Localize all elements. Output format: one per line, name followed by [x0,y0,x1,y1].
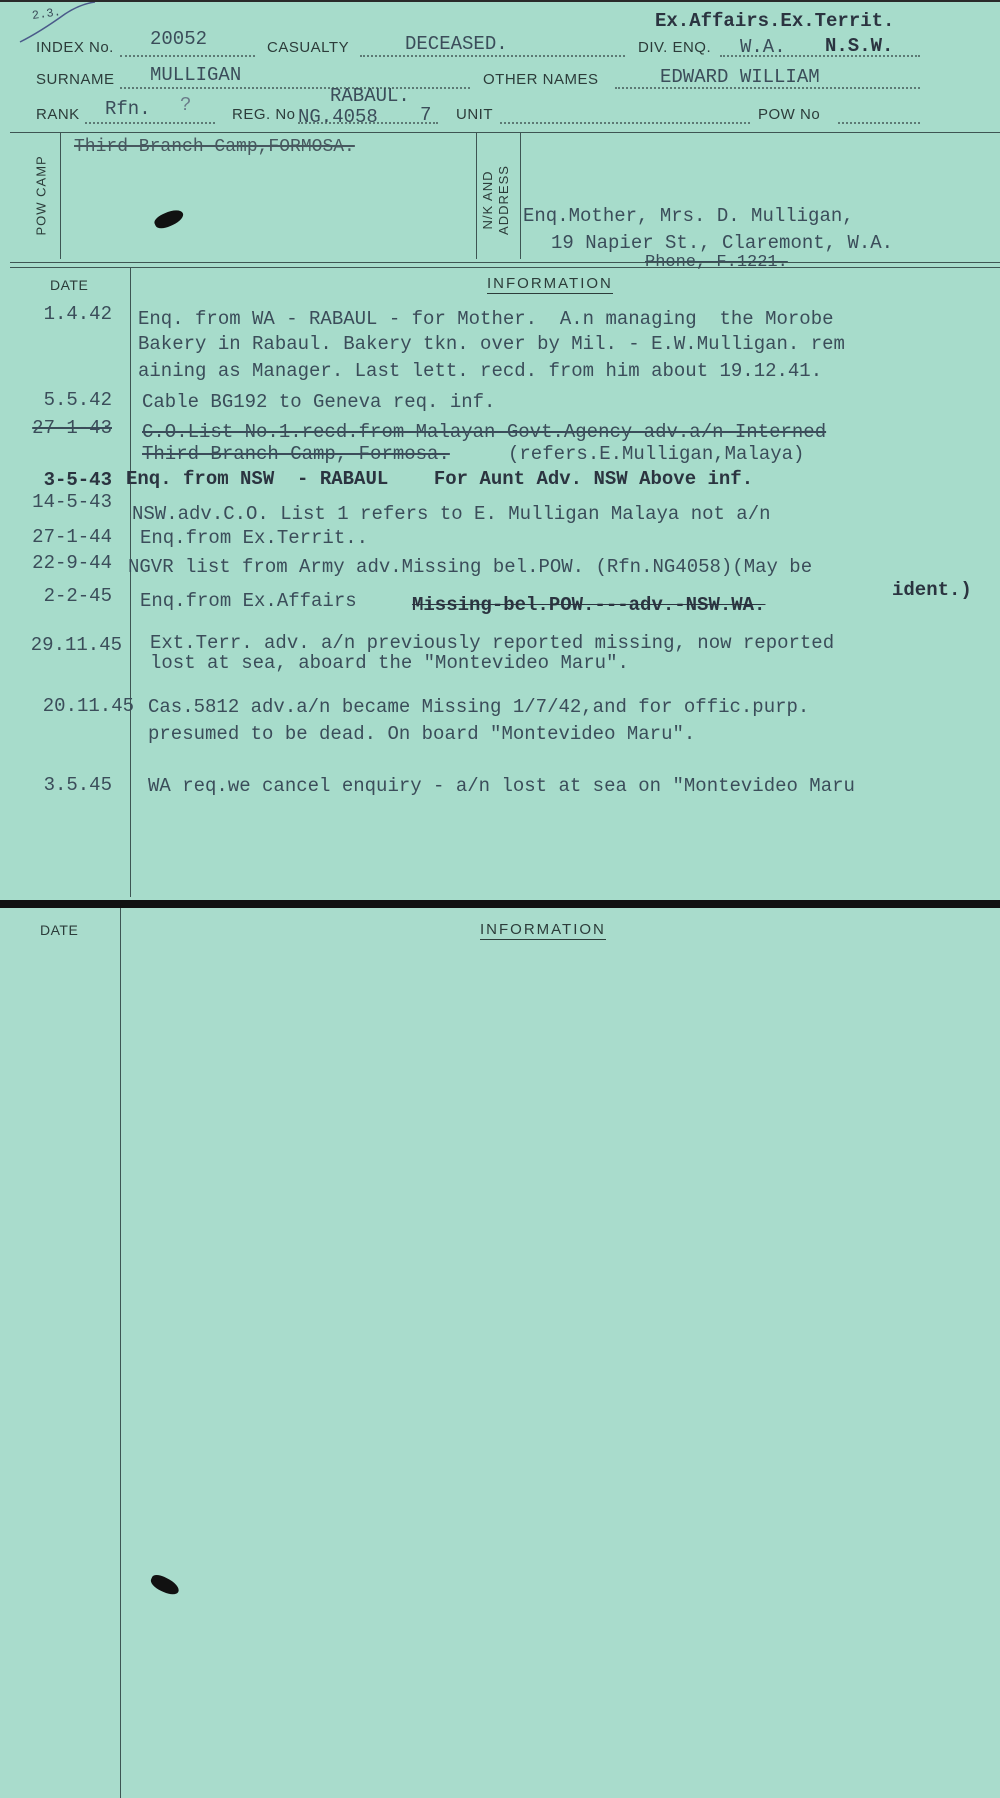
index-card-back [0,908,1000,1798]
nk-line-1: Enq.Mother, Mrs. D. Mulligan, [523,205,854,227]
entry-line: aining as Manager. Last lett. recd. from him about 19.12.41. [138,360,823,382]
pow-box-divider-left [60,132,61,259]
entry-line: Enq. from WA - RABAUL - for Mother. A.n managing the Morobe [138,308,834,330]
information-header: INFORMATION [487,275,613,292]
ink-blot-back [148,1572,181,1597]
date-header: DATE [50,277,89,293]
nk-line-2: 19 Napier St., Claremont, W.A. [551,232,894,254]
date-column-rule [130,267,131,897]
header-double-rule-1 [10,262,1000,263]
pow-no-dots [838,122,920,124]
entry-date: 22-9-44 [32,552,112,574]
div-enq-top: Ex.Affairs.Ex.Territ. [655,10,895,32]
casualty-label: CASUALTY [267,39,350,56]
casualty-dots [360,55,625,57]
pow-box-top-rule [10,132,1000,133]
entry-line: WA req.we cancel enquiry - a/n lost at sea on "Montevideo Maru [148,775,855,797]
entry-line: Enq. from NSW - RABAUL For Aunt Adv. NSW Above inf. [126,468,754,490]
entry-line: Cable BG192 to Geneva req. inf. [142,391,496,413]
nk-line-3: Phone, F.1221. [645,253,788,272]
entry-line: Third Branch Camp, Formosa. [142,443,450,465]
nk-address-label [480,165,512,235]
entry-date: 3-5-43 [43,469,112,491]
surname-value: MULLIGAN [150,64,242,86]
header-double-rule-2 [10,267,1000,268]
reg-no-label: REG. No [232,106,296,123]
entry-line: lost at sea, aboard the "Montevideo Maru". [150,652,629,674]
entry-date: 27-1-43 [32,417,112,439]
reg-extra: RABAUL. [330,85,410,107]
back-information-header: INFORMATION [480,921,606,938]
entry-note: Missing-bel.POW.---adv.-NSW.WA. [412,594,766,616]
ink-blot-front [152,206,185,231]
pow-box-divider-mid [476,132,477,259]
entry-date: 29.11.45 [30,634,122,656]
pow-no-label: POW No [758,106,821,123]
other-names-value: EDWARD WILLIAM [660,66,820,88]
reg-no-mark: 7 [420,104,432,126]
rank-mark: ? [180,94,192,116]
entry-date: 2-2-45 [43,585,112,607]
entry-line: presumed to be dead. On board "Montevideo Maru". [148,723,696,745]
entry-line: Bakery in Rabaul. Bakery tkn. over by Mil. - E.W.Mulligan. rem [138,333,845,355]
index-value: 20052 [150,28,208,50]
rank-label: RANK [36,106,80,123]
back-date-column-rule [120,908,121,1798]
casualty-value: DECEASED. [405,33,508,55]
entry-date: 20.11.45 [42,695,134,717]
entry-date: 3.5.45 [43,774,112,796]
entry-line: Cas.5812 adv.a/n became Missing 1/7/42,and for offic.purp. [148,696,810,718]
surname-label: SURNAME [36,71,115,88]
unit-dots [500,122,750,124]
nk-label-line2: ADDRESS [496,165,511,235]
entry-note: ident.) [892,579,972,601]
entry-note: (refers.E.Mulligan,Malaya) [508,443,805,465]
pow-camp-value: Third-Branch-Camp,FORMOSA. [74,137,355,157]
entry-line: C.O.List No.1.recd.from Malayan Govt.Agency adv.a/n Interned [142,421,827,443]
entry-line: NGVR list from Army adv.Missing bel.POW. (Rfn.NG4058)(May be [128,556,813,578]
rank-value: Rfn. [105,98,151,120]
nk-label-line1: N/K AND [480,170,495,230]
index-dots [120,55,255,57]
other-names-label: OTHER NAMES [483,71,599,88]
div-enq-label: DIV. ENQ. [638,39,712,56]
entry-date: 1.4.42 [43,303,112,325]
entry-line: Enq.from Ex.Territ.. [140,527,369,549]
surname-dots [120,87,470,89]
reg-no-value: NG.4058 [298,106,378,128]
back-date-header: DATE [40,922,79,938]
pow-box-divider-right [520,132,521,259]
entry-line: Enq.from Ex.Affairs [140,590,369,612]
entry-date: 5.5.42 [43,389,112,411]
entry-line: NSW.adv.C.O. List 1 refers to E. Mulligan Malaya not a/n [132,503,771,525]
entry-line: Ext.Terr. adv. a/n previously reported missing, now reported [150,632,835,654]
pow-camp-label: POW CAMP [33,155,49,236]
rank-dots [85,122,215,124]
unit-label: UNIT [456,106,493,123]
corner-code: 2.3. [31,5,62,23]
div-enq-extra: N.S.W. [825,35,894,57]
entry-date: 27-1-44 [32,526,112,548]
index-label: INDEX No. [36,39,114,56]
div-enq-value: W.A. [740,36,786,58]
entry-date: 14-5-43 [32,491,112,513]
